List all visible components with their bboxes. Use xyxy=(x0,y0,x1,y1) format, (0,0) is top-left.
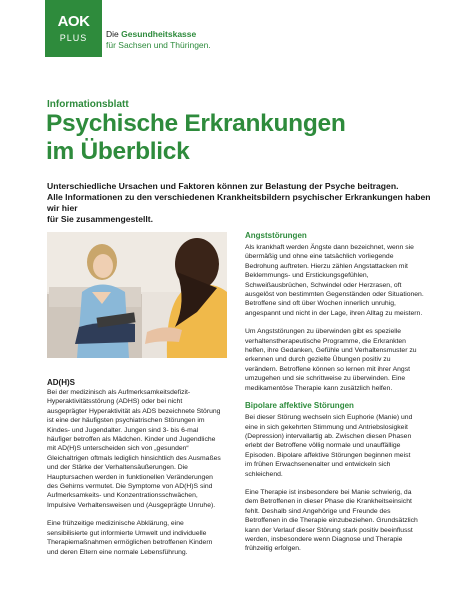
text-line: Bei der medizinisch als Aufmerksamkeitsdefizit- xyxy=(47,389,191,396)
text-line: ausgelöst von bestimmten Gegenständen oder Situationen. xyxy=(245,291,424,299)
text-line: Kindes- und Jugendalter. Jungen sind 3- bis 6-mal xyxy=(47,426,199,434)
text-line: Bedrohung auftreten. Hierzu zählen Angstattacken mit xyxy=(245,262,408,270)
text-line: Episoden. Bipolare affektive Störungen beginnen meist xyxy=(245,451,411,459)
angst-heading: Angststörungen xyxy=(245,231,307,240)
text-line: Therapiemaßnahmen ermöglichen betroffenen Kindern xyxy=(47,539,213,547)
text-line: Eine frühzeitige medizinische Abklärung, eine xyxy=(47,520,184,528)
text-line: ausgeprägter Hyperaktivität als ADS bezeichnete Störung xyxy=(47,407,221,415)
text-line: ist eine der häufigsten psychiatrischen Störungen im xyxy=(47,417,205,425)
adhs-paragraph-1 xyxy=(47,388,229,510)
text-line: Hyperaktivitätsstörung (ADHS) oder bei nicht xyxy=(47,398,183,406)
tagline-prefix: Die xyxy=(106,29,122,39)
text-line: häufiger betroffen als Mädchen. Kinder und Jugendliche xyxy=(47,436,216,444)
text-line: angespannt und nicht in der Lage, ihren Alltag zu meistern. xyxy=(245,309,423,317)
text-line: Hauptursachen werden in funktionellen Veränderungen xyxy=(47,473,213,481)
intro-text xyxy=(47,181,437,225)
text-line: Eine Therapie ist insbesondere bei Manie schwierig, da xyxy=(245,488,412,496)
text-line: erlebt der Betroffene völlig normale und unauffällige xyxy=(245,442,401,450)
intro-line: Unterschiedliche Ursachen und Faktoren können zur Belastung der Psyche beitragen. xyxy=(47,181,399,191)
kicker: Informationsblatt xyxy=(47,99,129,110)
text-line: werden, insbesondere wenn Diagnose und Therapie xyxy=(245,535,403,543)
text-line: eine in sich gekehrten Stimmung und Antriebslosigkeit xyxy=(245,423,408,431)
text-line: Impulsive Verhaltensweisen und (Ausgeprägte Unruhe). xyxy=(47,501,216,509)
tagline-bold: Gesundheitskasse xyxy=(121,29,197,39)
angst-paragraph-2 xyxy=(245,327,445,393)
text-line: und der Stärke der Verhaltensäußerungen. Die xyxy=(47,464,188,472)
text-line: und deren Eltern eine normale Lebensführung. xyxy=(47,548,188,556)
text-line: Beklemmungs- und Erstickungsgefühlen, xyxy=(245,272,369,280)
text-line: verändern. Betroffene können so lernen mit ihrer Angst xyxy=(245,365,410,373)
text-line: frühzeitig erfolgen. xyxy=(245,545,301,553)
text-line: Betroffene sind oft über Wochen innerlich unruhig, xyxy=(245,300,396,308)
page-title xyxy=(46,110,345,166)
adhs-paragraph-2 xyxy=(47,519,229,557)
title-line2: im Überblick xyxy=(46,138,190,165)
text-line: dem Betroffenen in dieser Phase die Krankheitseinsicht xyxy=(245,498,412,506)
text-line: erkennen und durch gezielte Übungen positiv zu xyxy=(245,356,391,364)
text-line: verhaltenstherapeutische Programme, die Erkrankten xyxy=(245,337,406,345)
text-line: helfen, ihre Gedanken, Gefühle und Verhaltensmuster zu xyxy=(245,347,417,355)
right-column xyxy=(245,231,445,554)
text-line: sensibilisierte gut informierte Umwelt und individuelle xyxy=(47,529,207,537)
text-line: Gleichaltrigen oftmals lediglich hinsichtlich des Ausmaßes xyxy=(47,454,221,462)
text-line: Schweißausbrüchen, Schwindel oder Herzrasen, oft xyxy=(245,281,402,289)
intro-line: für Sie zusammengestellt. xyxy=(47,214,154,224)
text-line: des Gehirns vermutet. Die Symptome von AD(H)S sind xyxy=(47,483,213,491)
aok-logo xyxy=(45,0,102,57)
text-line: schleichend. xyxy=(245,470,283,478)
logo-sub: PLUS xyxy=(59,33,88,43)
logo-brand: AOK xyxy=(57,13,90,30)
text-line: übermäßig und ohne eine tatsächlich vorliegende xyxy=(245,253,394,261)
text-line: Um Angststörungen zu überwinden gibt es spezielle xyxy=(245,328,402,336)
text-line: Aufmerksamkeits- und Konzentrationsschwächen, xyxy=(47,492,198,500)
title-line1: Psychische Erkrankungen xyxy=(46,110,346,137)
consultation-photo xyxy=(47,232,227,358)
text-line: kann der Verlauf dieser Störung stark positiv beeinflusst xyxy=(245,526,413,534)
tagline-line2: für Sachsen und Thüringen. xyxy=(106,40,211,50)
bipolar-paragraph-2 xyxy=(245,488,445,554)
logo-tagline xyxy=(106,29,211,51)
text-line: (Depression) intervallartig ab. Zwischen diesen Phasen xyxy=(245,432,412,440)
bipolar-paragraph-1 xyxy=(245,413,445,479)
text-line: im frühen Erwachsenenalter und entwickeln sich xyxy=(245,461,391,469)
text-line: Als krankhaft werden Ängste dann bezeichnet, wenn sie xyxy=(245,244,414,251)
text-line: fehlt. Deshalb sind Angehörige und Freunde des xyxy=(245,507,391,515)
bipolar-heading: Bipolare affektive Störungen xyxy=(245,401,354,411)
left-column xyxy=(47,378,229,557)
intro-line: Alle Informationen zu den verschiedenen Krankheitsbildern psychischer Erkrankungen haben wir hier xyxy=(47,192,431,213)
text-line: Bei dieser Störung wechseln sich Euphorie (Manie) und xyxy=(245,414,413,422)
text-line: Betroffenen in die Therapie einzubeziehen. Grundsätzlich xyxy=(245,517,418,525)
text-line: mit AD(H)S unterscheiden sich von „gesunden“ xyxy=(47,445,189,453)
adhs-heading: AD(H)S xyxy=(47,378,75,387)
text-line: umzugehen und sie schrittweise zu überwinden. Eine xyxy=(245,375,406,383)
angst-paragraph-1 xyxy=(245,243,445,318)
text-line: medikamentöse Therapie kann zusätzlich helfen. xyxy=(245,384,393,392)
